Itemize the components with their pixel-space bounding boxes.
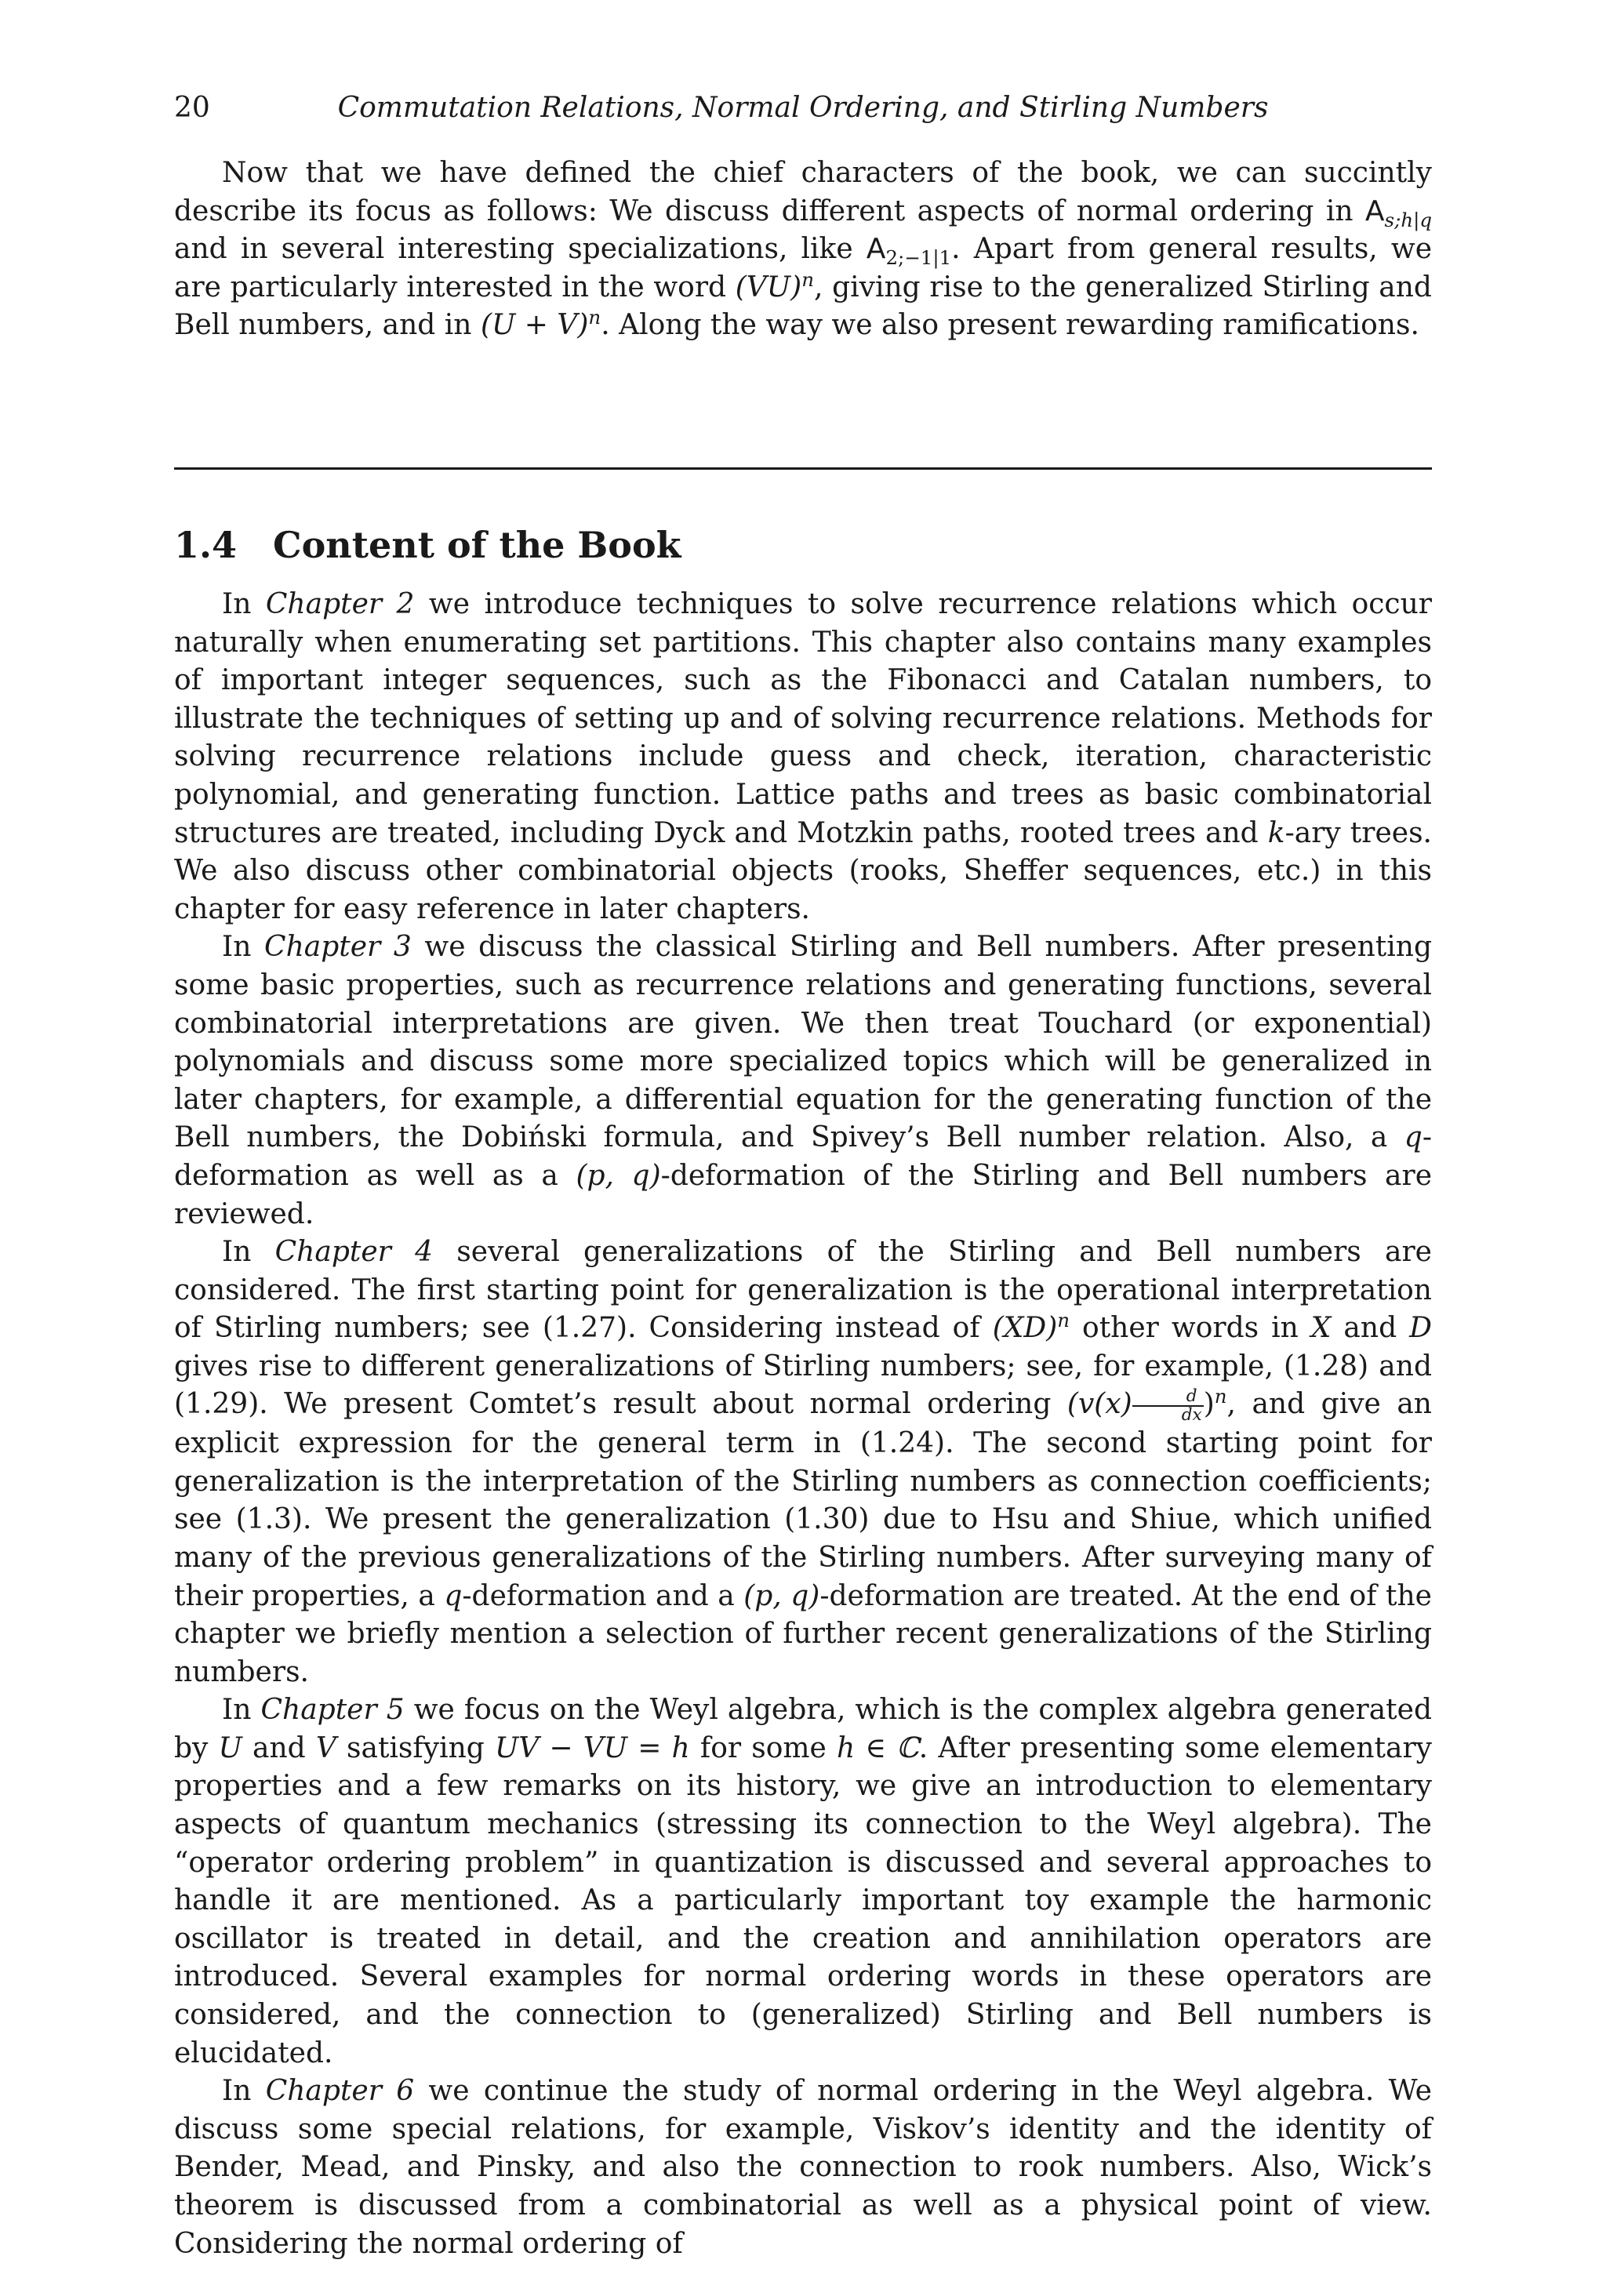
- text-run: , and give an explicit expression for the general term in (1.24). The second starting point for generalization is the interpretation of the Stirling numbers as connection coefficients; see (1.3). We present the generalization (1.30) due to Hsu and Shiue, which unified many of the previous generalizations of the Stirling numbers. After surveying many of their properties, a: [174, 1388, 1432, 1612]
- intro-text: [174, 154, 1432, 345]
- math-exponent: n: [1214, 1385, 1227, 1408]
- text-run: and: [1331, 1312, 1410, 1345]
- chapter-reference: Chapter 4: [274, 1236, 433, 1269]
- chapter-reference: Chapter 5: [260, 1694, 405, 1727]
- chapter-reference: Chapter 2: [265, 588, 415, 620]
- math-pq: (p, q): [576, 1159, 661, 1192]
- paragraph-chapter-4: [174, 1233, 1432, 1691]
- section-number: 1.4: [174, 524, 238, 566]
- math-algebra-subscript: s;h|q: [1384, 208, 1432, 231]
- fraction-denominator: dx: [1181, 1405, 1202, 1426]
- paragraph-chapter-3: [174, 928, 1432, 1233]
- text-run: . Along the way we also present rewarding ramifications.: [601, 309, 1419, 342]
- text-run: In: [222, 931, 265, 964]
- text-run: -deformation as well as a: [174, 1121, 1432, 1192]
- math-exponent: n: [1057, 1309, 1070, 1332]
- math-pq: (p, q): [743, 1579, 820, 1612]
- text-run: In: [222, 588, 266, 620]
- math-word-u-plus-v: (U + V): [480, 309, 589, 342]
- math-exponent: n: [588, 306, 601, 329]
- text-run: In: [222, 1236, 275, 1269]
- math-u: U: [218, 1731, 242, 1764]
- page-number: 20: [174, 92, 210, 124]
- text-run: we focus on the Weyl algebra, which is the complex algebra generated by: [174, 1694, 1432, 1764]
- math-xd: (XD): [992, 1312, 1058, 1345]
- text-run: for some: [689, 1731, 837, 1764]
- math-operator-close: ): [1203, 1388, 1215, 1421]
- math-algebra-A: A: [1364, 194, 1385, 227]
- text-run: Now that we have defined the chief characters of the book, we can succintly describe its focus as follows: We discuss different aspects of normal ordering in: [174, 157, 1432, 227]
- text-run: gives rise to different generalizations of Stirling numbers; see, for example, (1.28) and (1.29). We present Comtet’s result about normal ordering: [174, 1350, 1432, 1421]
- paragraph-chapter-6: [174, 2073, 1432, 2263]
- math-special-subscript: 2;−1|1: [885, 246, 952, 270]
- math-k: k: [1267, 816, 1285, 849]
- math-word-vu: (VU): [735, 271, 802, 303]
- text-run: we continue the study of normal ordering in the Weyl algebra. We discuss some special relations, for example, Viskov’s identity and the identity of Bender, Mead, and Pinsky, and also the connection to rook numbers. Also, Wick’s theorem is discussed from a combinatorial as well as a physical point of view. Considering the normal ordering of: [174, 2075, 1432, 2260]
- fraction-numerator: d: [1132, 1388, 1204, 1408]
- text-run: several generalizations of the Stirling and Bell numbers are considered. The first starting point for generalization is the operational interpretation of Stirling numbers; see (1.27). Considering instead of: [174, 1236, 1432, 1345]
- text-run: , giving rise to the generalized Stirling and Bell numbers, and in: [174, 271, 1432, 342]
- math-commutation-relation: UV − VU = h: [494, 1731, 690, 1764]
- math-fraction-d-dx: [1132, 1388, 1204, 1425]
- text-run: we introduce techniques to solve recurrence relations which occur naturally when enumerating set partitions. This chapter also contains many examples of important integer sequences, such as the Fibonacci and Catalan numbers, to illustrate the techniques of setting up and of solving recurrence relations. Methods for solving recurrence relations include guess and check, iteration, characteristic polynomial, and generating function. Lattice paths and trees as basic combinatorial structures are treated, including Dyck and Motzkin paths, rooted trees and: [174, 588, 1432, 849]
- text-run: and: [242, 1731, 316, 1764]
- intro-paragraph: [174, 154, 1432, 345]
- text-run: and in several interesting specializations, like: [174, 233, 867, 266]
- text-run: In: [222, 1694, 261, 1727]
- text-run: -deformation and a: [462, 1579, 744, 1612]
- section-title: Content of the Book: [273, 524, 681, 566]
- math-h-in-c: h ∈ ℂ: [836, 1731, 919, 1764]
- text-run: other words in: [1070, 1312, 1311, 1345]
- math-x: X: [1310, 1312, 1332, 1345]
- section-body: [174, 586, 1432, 2263]
- text-run: satisfying: [336, 1731, 495, 1764]
- paragraph-chapter-2: [174, 586, 1432, 928]
- math-operator-open: (v(x): [1066, 1388, 1132, 1421]
- math-q: q: [1404, 1121, 1423, 1154]
- math-exponent: n: [801, 267, 814, 291]
- section-heading: [174, 521, 681, 569]
- math-d: D: [1409, 1312, 1432, 1345]
- math-special-A: A: [866, 233, 886, 266]
- chapter-reference: Chapter 6: [265, 2075, 415, 2108]
- chapter-reference: Chapter 3: [264, 931, 412, 964]
- text-run: . Apart from general results, we are particularly interested in the word: [174, 233, 1432, 303]
- math-v: V: [315, 1731, 336, 1764]
- running-head: [174, 88, 1432, 129]
- paragraph-chapter-5: [174, 1691, 1432, 2073]
- text-run: -deformation are treated. At the end of the chapter we briefly mention a selection of further recent generalizations of the Stirling numbers.: [174, 1579, 1432, 1688]
- text-run: we discuss the classical Stirling and Bell numbers. After presenting some basic properties, such as recurrence relations and generating functions, several combinatorial interpretations are given. We then treat Touchard (or exponential) polynomials and discuss some more specialized topics which will be generalized in later chapters, for example, a differential equation for the generating function of the Bell numbers, the Dobiński formula, and Spivey’s Bell number relation. Also, a: [174, 931, 1432, 1154]
- text-run: . After presenting some elementary properties and a few remarks on its history, we give an introduction to elementary aspects of quantum mechanics (stressing its connection to the Weyl algebra). The “operator ordering problem” in quantization is discussed and several approaches to handle it are mentioned. As a particularly important toy example the harmonic oscillator is treated in detail, and the creation and annihilation operators are introduced. Several examples for normal ordering words in these operators are considered, and the connection to (generalized) Stirling and Bell numbers is elucidated.: [174, 1731, 1432, 2069]
- text-run: -deformation of the Stirling and Bell numbers are reviewed.: [174, 1159, 1433, 1230]
- section-divider: [174, 467, 1432, 470]
- text-run: -ary trees. We also discuss other combinatorial objects (rooks, Sheffer sequences, etc.) in this chapter for easy reference in later chapters.: [174, 816, 1432, 925]
- math-q: q: [444, 1579, 463, 1612]
- text-run: In: [222, 2075, 266, 2108]
- running-title: Commutation Relations, Normal Ordering, and Stirling Numbers: [337, 92, 1269, 124]
